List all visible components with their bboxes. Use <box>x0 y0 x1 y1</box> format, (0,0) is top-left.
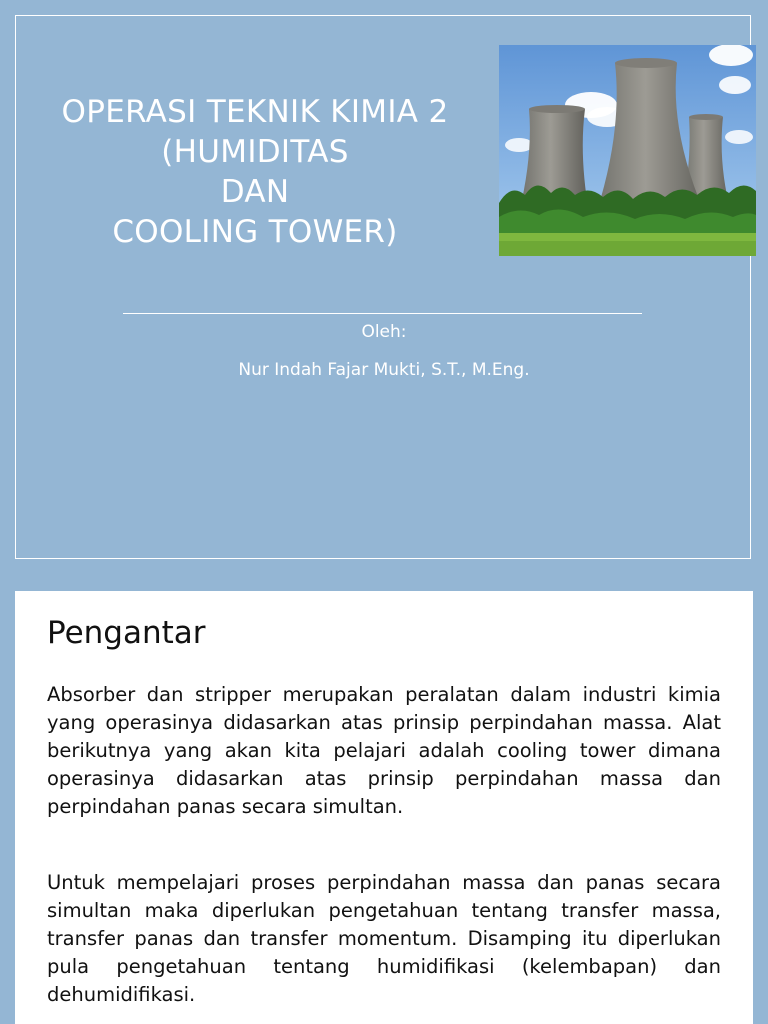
title-line: OPERASI TEKNIK KIMIA 2 <box>61 94 449 130</box>
author-name: Nur Indah Fajar Mukti, S.T., M.Eng. <box>238 360 530 380</box>
intro-slide <box>15 591 753 1024</box>
by-label: Oleh: <box>361 322 407 342</box>
slide-title <box>30 92 480 252</box>
title-line: (HUMIDITAS <box>161 134 349 170</box>
title-line: DAN <box>220 174 290 210</box>
cooling-tower-photo <box>499 45 756 256</box>
body-paragraph: Untuk mempelajari proses perpindahan massa dan panas secara simultan maka diperlukan pengetahuan tentang transfer massa, transfer panas dan transfer momentum. Disamping itu diperlukan pula pengetahuan tentang humidifikasi (kelembapan) dan dehumidifikasi. <box>47 871 721 1006</box>
body-paragraph: Absorber dan stripper merupakan peralatan dalam industri kimia yang operasinya didasarkan atas prinsip perpindahan massa. Alat berikutnya yang akan kita pelajari adalah cooling tower dimana operasinya didasarkan atas prinsip perpindahan massa dan perpindahan panas secara simultan. <box>47 683 721 818</box>
section-heading: Pengantar <box>47 615 206 651</box>
title-line: COOLING TOWER) <box>112 214 398 250</box>
divider-line <box>123 313 642 314</box>
